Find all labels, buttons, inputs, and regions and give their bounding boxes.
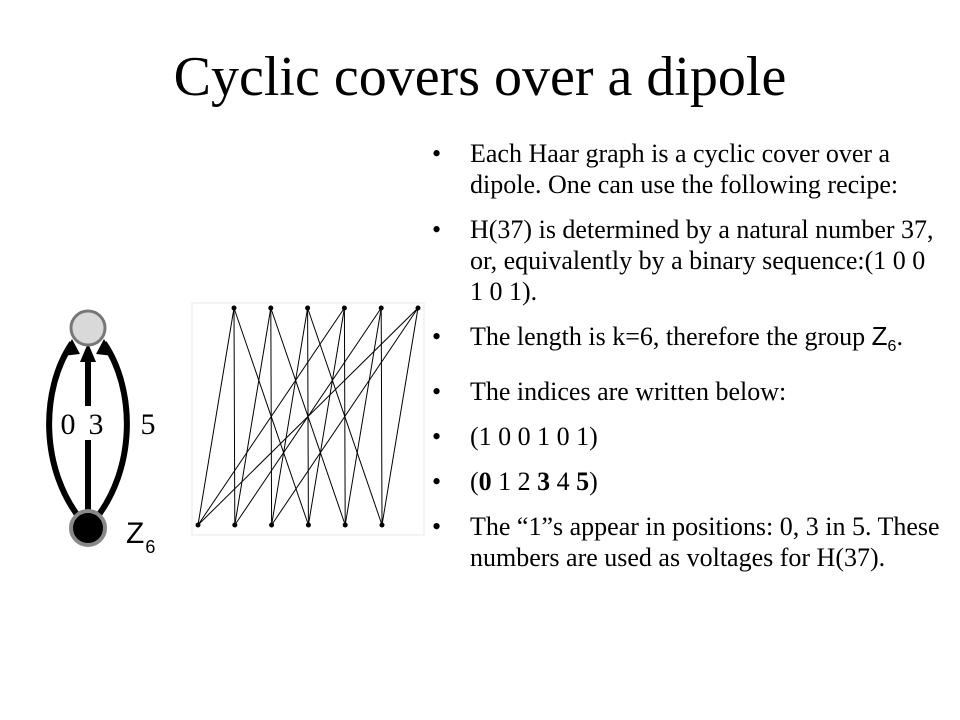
haar-bottom-vertex	[306, 523, 311, 528]
index-0: 0	[478, 467, 492, 497]
haar-edge	[345, 308, 381, 525]
haar-edge	[272, 308, 308, 525]
group-z-subscript: 6	[887, 338, 897, 356]
haar-edge	[198, 308, 234, 525]
paren-close: )	[589, 467, 598, 497]
bullet-list	[432, 138, 942, 587]
group-z	[871, 321, 897, 356]
bullet-item: • H(37) is determined by a natural number 37, or, equivalently by a binary sequence:(1 0 0 1 0 1).	[432, 214, 942, 307]
bullet-text: The length is k=6, therefore the group	[470, 322, 872, 351]
bullet-item	[432, 321, 942, 362]
bullet-item: • The “1”s appear in positions: 0, 3 in 5. These numbers are used as voltages for H(37).	[432, 511, 942, 573]
index-1-2: 1 2	[491, 467, 538, 497]
voltage-label-5: 5	[140, 408, 156, 441]
group-z-letter: Z	[871, 321, 888, 351]
index-5: 5	[576, 467, 590, 497]
haar-bottom-vertex	[269, 523, 274, 528]
haar-edge	[382, 308, 418, 525]
haar-bottom-vertex	[343, 523, 348, 528]
haar-edge	[234, 308, 235, 525]
haar-bottom-vertex	[380, 523, 385, 528]
haar-top-vertex	[342, 306, 347, 311]
haar-bottom-vertex	[232, 523, 237, 528]
voltage-label-0: 0	[60, 408, 76, 441]
haar-top-vertex	[416, 306, 421, 311]
bullet-item: • (1 0 0 1 0 1)	[432, 421, 942, 452]
haar-edge	[381, 308, 382, 525]
group-subscript: 6	[145, 537, 156, 557]
bullet-item	[432, 466, 942, 497]
haar-edge	[235, 308, 271, 525]
haar-top-vertex	[305, 306, 310, 311]
dipole-bottom-vertex	[71, 511, 105, 545]
index-3: 3	[537, 467, 551, 497]
haar-top-vertex	[232, 306, 237, 311]
dipole-top-vertex	[71, 311, 105, 345]
bullet-text-end: .	[896, 322, 903, 351]
bullet-item: • Each Haar graph is a cyclic cover over a dipole. One can use the following recipe:	[432, 138, 942, 200]
dipole-diagram	[49, 311, 155, 557]
haar-bottom-vertex	[196, 523, 201, 528]
group-symbol: Z	[126, 517, 145, 550]
haar-graph	[192, 303, 424, 535]
group-label	[126, 517, 155, 557]
bullet-item: • The indices are written below:	[432, 376, 942, 407]
paren-open: (	[470, 467, 479, 497]
index-4: 4	[550, 467, 577, 497]
haar-edge	[308, 308, 344, 525]
haar-top-vertex	[268, 306, 273, 311]
voltage-label-3: 3	[88, 408, 104, 441]
haar-top-vertex	[379, 306, 384, 311]
slide-title: Cyclic covers over a dipole	[173, 46, 787, 108]
